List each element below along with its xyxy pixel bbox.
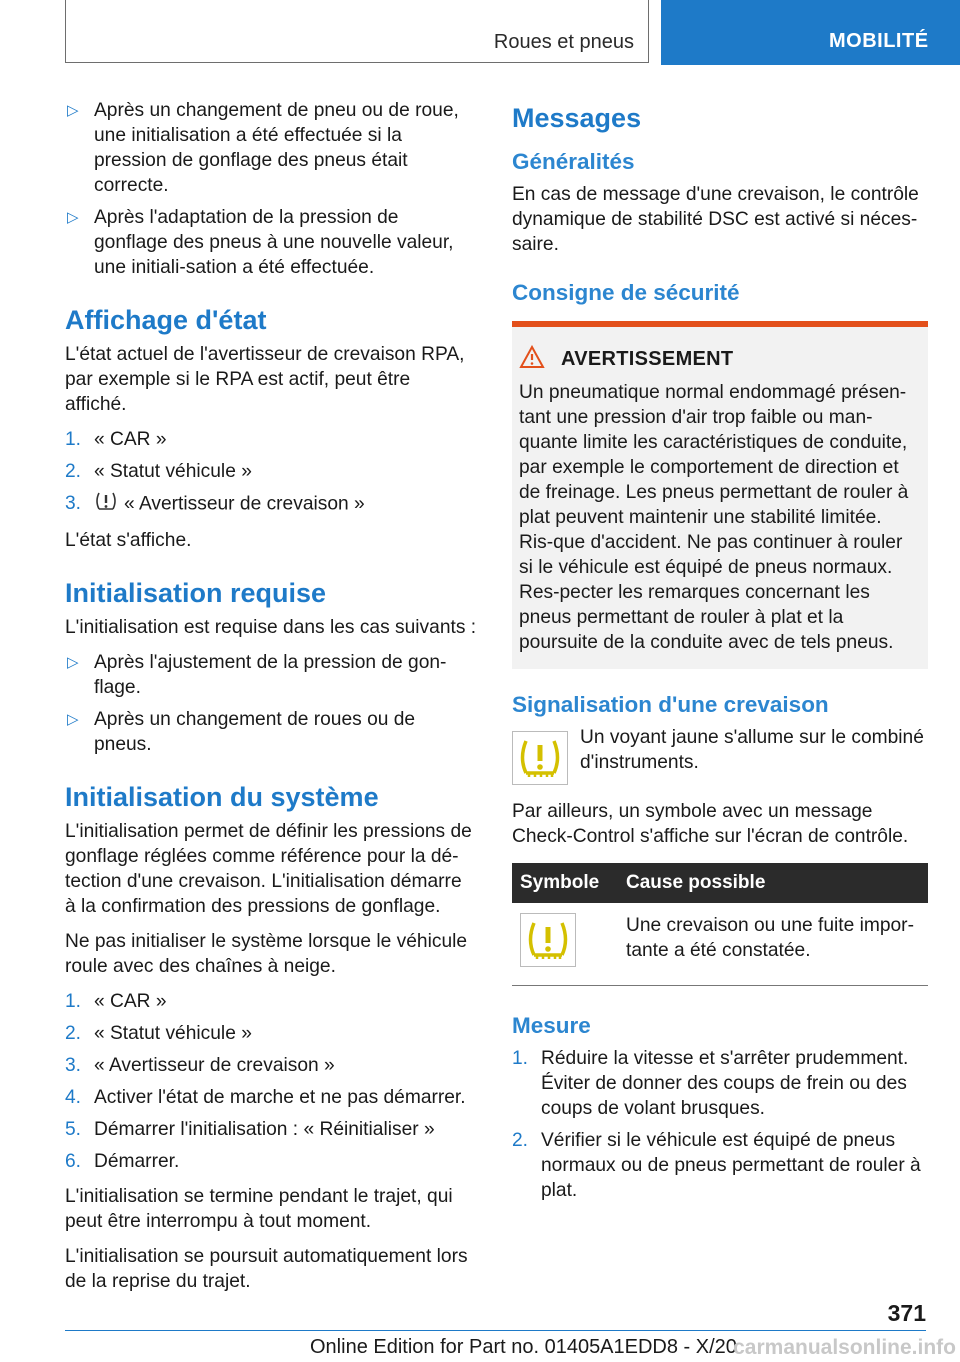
heading-signalisation: Signalisation d'une crevaison bbox=[512, 692, 829, 717]
mesure-steps bbox=[512, 1046, 928, 1203]
intro-bullets bbox=[65, 98, 477, 280]
list-item: 5. Démarrer l'initialisation : « Réinitialiser » bbox=[65, 1119, 435, 1140]
warning-text: Un pneumatique normal endommagé présen‐tant une pression d'air trop faible ou man‐quante limite les caractéristiques de conduite, par exemple le comportement de direction et de freinage. Les pneus permettant de rouler à plat peuvent maintenir une stabilité limitée. Ris‐que d'accident. Ne pas continuer à rouler si le véhicule est équipé de pneus normaux. Res‐pecter les remarques concernant les pneus permettant de rouler à plat et la poursuite de la conduite avec de tels pneus. bbox=[519, 382, 909, 653]
list-item: 1. « CAR » bbox=[65, 429, 167, 450]
paragraph: L'état actuel de l'avertisseur de crevaison RPA, par exemple si le RPA est actif, peut être affiché. bbox=[65, 344, 465, 415]
affichage-steps bbox=[65, 427, 477, 518]
paragraph: Par ailleurs, un symbole avec un message Check-Control s'affiche sur l'écran de contrôle. bbox=[512, 801, 909, 847]
paragraph: Ne pas initialiser le système lorsque le véhicule roule avec des chaînes à neige. bbox=[65, 931, 468, 977]
header-chapter-box bbox=[65, 0, 649, 63]
warning-box bbox=[512, 321, 928, 669]
warning-header bbox=[519, 345, 920, 374]
table-header: Symbole bbox=[512, 863, 618, 903]
list-item: 3. « Avertisseur de crevaison » bbox=[65, 491, 477, 518]
footer-divider bbox=[65, 1330, 863, 1331]
paragraph: L'initialisation permet de définir les pressions de gonflage réglées comme référence pour la dé‐tection d'une crevaison. L'initialisation démarre à la confirmation des pressions de gonflage. bbox=[65, 821, 472, 917]
list-item: 4. Activer l'état de marche et ne pas démarrer. bbox=[65, 1087, 466, 1108]
paragraph: L'initialisation se poursuit automatiquement lors de la reprise du trajet. bbox=[65, 1246, 468, 1292]
symbol-table bbox=[512, 863, 928, 986]
section-tab: MOBILITÉ bbox=[661, 0, 960, 65]
paragraph: L'état s'affiche. bbox=[65, 530, 192, 551]
heading-systeme: Initialisation du système bbox=[65, 782, 379, 812]
left-column bbox=[65, 98, 477, 1304]
page-number: 371 bbox=[887, 1300, 926, 1326]
list-item: 2. « Statut véhicule » bbox=[65, 1023, 252, 1044]
table-row bbox=[512, 903, 928, 986]
list-item: ▷ Après un changement de roues ou de pneus. bbox=[67, 709, 416, 755]
paragraph: En cas de message d'une crevaison, le contrôle dynamique de stabilité DSC est activé si néces‐saire. bbox=[512, 184, 919, 255]
heading-affichage: Affichage d'état bbox=[65, 305, 267, 335]
heading-generalites: Généralités bbox=[512, 149, 635, 174]
tire-pressure-warning-icon bbox=[94, 491, 118, 518]
right-column bbox=[512, 98, 928, 1213]
list-item: 6. Démarrer. bbox=[65, 1151, 180, 1172]
footer-edition: Online Edition for Part no. 01405A1EDD8 - X/20 bbox=[310, 1336, 737, 1358]
triangle-right-icon: ▷ bbox=[67, 102, 79, 119]
list-item: ▷ Après l'ajustement de la pression de gon‐flage. bbox=[67, 652, 447, 698]
paragraph: Un voyant jaune s'allume sur le combiné d'instruments. bbox=[580, 727, 924, 773]
triangle-right-icon: ▷ bbox=[67, 654, 79, 671]
paragraph: L'initialisation se termine pendant le trajet, qui peut être interrompu à tout moment. bbox=[65, 1186, 453, 1232]
list-item: 1. Réduire la vitesse et s'arrêter prudemment. Éviter de donner des coups de frein ou des coups de volant brusques. bbox=[512, 1048, 909, 1119]
list-item: 2. Vérifier si le véhicule est équipé de pneus normaux ou de pneus permettant de rouler à plat. bbox=[512, 1130, 921, 1201]
heading-consigne: Consigne de sécurité bbox=[512, 280, 740, 305]
triangle-right-icon: ▷ bbox=[67, 711, 79, 728]
warning-label: AVERTISSEMENT bbox=[561, 348, 734, 370]
indicator-row bbox=[512, 725, 928, 785]
requise-bullets bbox=[65, 650, 477, 757]
heading-requise: Initialisation requise bbox=[65, 578, 327, 608]
list-item: 3. « Avertisseur de crevaison » bbox=[65, 1055, 335, 1076]
paragraph: L'initialisation est requise dans les cas suivants : bbox=[65, 617, 477, 638]
heading-messages: Messages bbox=[512, 103, 642, 133]
triangle-right-icon: ▷ bbox=[67, 209, 79, 226]
table-cell bbox=[512, 903, 618, 986]
list-item: 1. « CAR » bbox=[65, 991, 167, 1012]
tire-pressure-warning-icon bbox=[512, 731, 568, 785]
warning-triangle-icon bbox=[519, 345, 545, 374]
heading-mesure: Mesure bbox=[512, 1013, 591, 1038]
list-item: ▷ Après un changement de pneu ou de roue, une initialisation a été effectuée si la pression de gonflage des pneus était correcte. bbox=[67, 100, 459, 196]
watermark: carmanualsonline.info bbox=[733, 1336, 956, 1359]
tire-pressure-warning-icon bbox=[520, 913, 576, 967]
table-header: Cause possible bbox=[618, 863, 928, 903]
footer-divider bbox=[863, 1330, 926, 1331]
systeme-steps bbox=[65, 989, 477, 1174]
chapter-title: Roues et pneus bbox=[493, 31, 634, 53]
table-cell: Une crevaison ou une fuite impor‐tante a été constatée. bbox=[626, 915, 914, 961]
list-item: ▷ Après l'adaptation de la pression de gonflage des pneus à une nouvelle valeur, une initiali‐sation a été effectuée. bbox=[67, 207, 454, 278]
list-item: 2. « Statut véhicule » bbox=[65, 461, 252, 482]
